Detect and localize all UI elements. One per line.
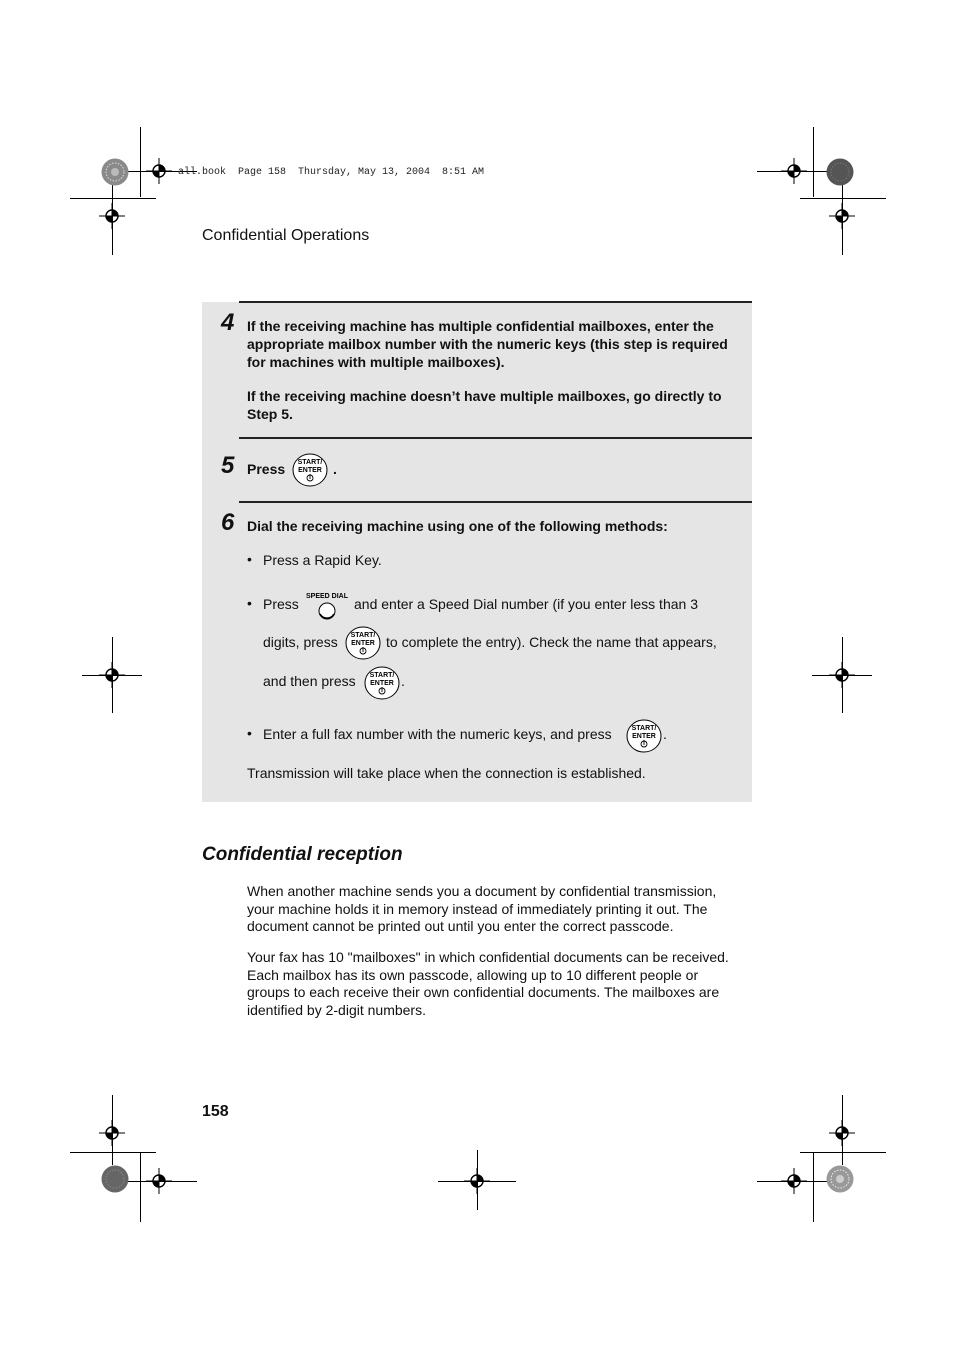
speed-dial-line2-b: to complete the entry). Check the name that appears, [386,634,717,650]
registration-mark-icon [781,1168,807,1194]
svg-text:ENTER: ENTER [351,640,375,647]
step-4-note: If the receiving machine doesn’t have multiple mailboxes, go directly to Step 5. [247,388,722,422]
registration-mark-icon [829,662,855,688]
svg-text:ENTER: ENTER [632,733,656,740]
bullet-icon: • [247,551,252,567]
color-bar-disc-icon [101,1165,129,1193]
step-6-instruction: Dial the receiving machine using one of the following methods: [247,518,668,534]
registration-mark-icon [99,1120,125,1146]
page-number: 158 [202,1103,229,1120]
svg-text:START/: START/ [369,672,395,679]
start-enter-key-icon [625,718,663,754]
start-enter-key [363,665,401,701]
start-enter-key [291,452,329,488]
start-enter-key-icon [291,452,329,488]
step-5-rule [239,437,752,439]
full-fax-period: . [663,726,667,742]
registration-mark-icon [829,203,855,229]
step-6-rule [239,501,752,503]
speed-dial-key [305,590,349,622]
paragraph: Your fax has 10 "mailboxes" in which confidential documents can be received. Each mailbox has its own passcode, allowing up to 10 different people or groups to each receive their own confidential documents. The mailboxes are identified by 2-digit numbers. [247,949,729,1019]
registration-mark-icon [99,203,125,229]
registration-mark-icon [146,158,172,184]
speed-dial-line3-a: and then press [263,673,356,689]
start-enter-key [344,625,382,661]
start-enter-key [625,718,663,754]
svg-text:START/: START/ [350,632,376,639]
paragraph: When another machine sends you a document by confidential transmission, your machine holds it in memory instead of immediately printing it out. The document cannot be printed out until you enter the correct passcode. [247,883,717,935]
svg-text:ENTER: ENTER [298,467,322,474]
speed-dial-line2-a: digits, press [263,634,338,650]
registration-mark-icon [146,1168,172,1194]
registration-mark-icon [464,1168,490,1194]
start-enter-key-icon [344,625,382,661]
color-bar-disc-icon [826,158,854,186]
svg-text:ENTER: ENTER [370,680,394,687]
bullet-icon: • [247,595,252,611]
color-bar-disc-icon [101,158,129,186]
step-5-period: . [333,461,337,477]
svg-text:SPEED DIAL: SPEED DIAL [305,593,349,600]
bullet-full-fax-number: Enter a full fax number with the numeric keys, and press [263,726,612,742]
speed-dial-line3-b: . [401,673,405,689]
step-5-press-label: Press [247,461,286,477]
running-head: Confidential Operations [202,227,370,244]
bullet-speed-dial-press: Press [263,596,299,612]
speed-dial-instruction: and enter a Speed Dial number (if you enter less than 3 [354,596,698,612]
step-number: 6 [221,509,235,536]
step-number: 5 [221,452,235,479]
bullet-icon: • [247,725,252,741]
svg-text:START/: START/ [631,725,657,732]
step-4-instruction: If the receiving machine has multiple confidential mailboxes, enter the appropriate mailbox number with the numeric keys (this step is required for machines with multiple mailboxes). [247,318,728,370]
step-number: 4 [221,309,235,336]
section-title: Confidential reception [202,844,403,865]
bullet-rapid-key: Press a Rapid Key. [263,552,382,568]
step-4-rule [239,301,752,303]
svg-text:START/: START/ [297,459,323,466]
speed-dial-key-icon [305,590,349,622]
start-enter-key-icon [363,665,401,701]
registration-mark-icon [99,662,125,688]
registration-mark-icon [781,158,807,184]
transmission-note: Transmission will take place when the connection is established. [247,765,646,781]
color-bar-disc-icon [826,1165,854,1193]
registration-mark-icon [829,1120,855,1146]
print-job-header: all.book Page 158 Thursday, May 13, 2004 8:51 AM [178,167,485,178]
